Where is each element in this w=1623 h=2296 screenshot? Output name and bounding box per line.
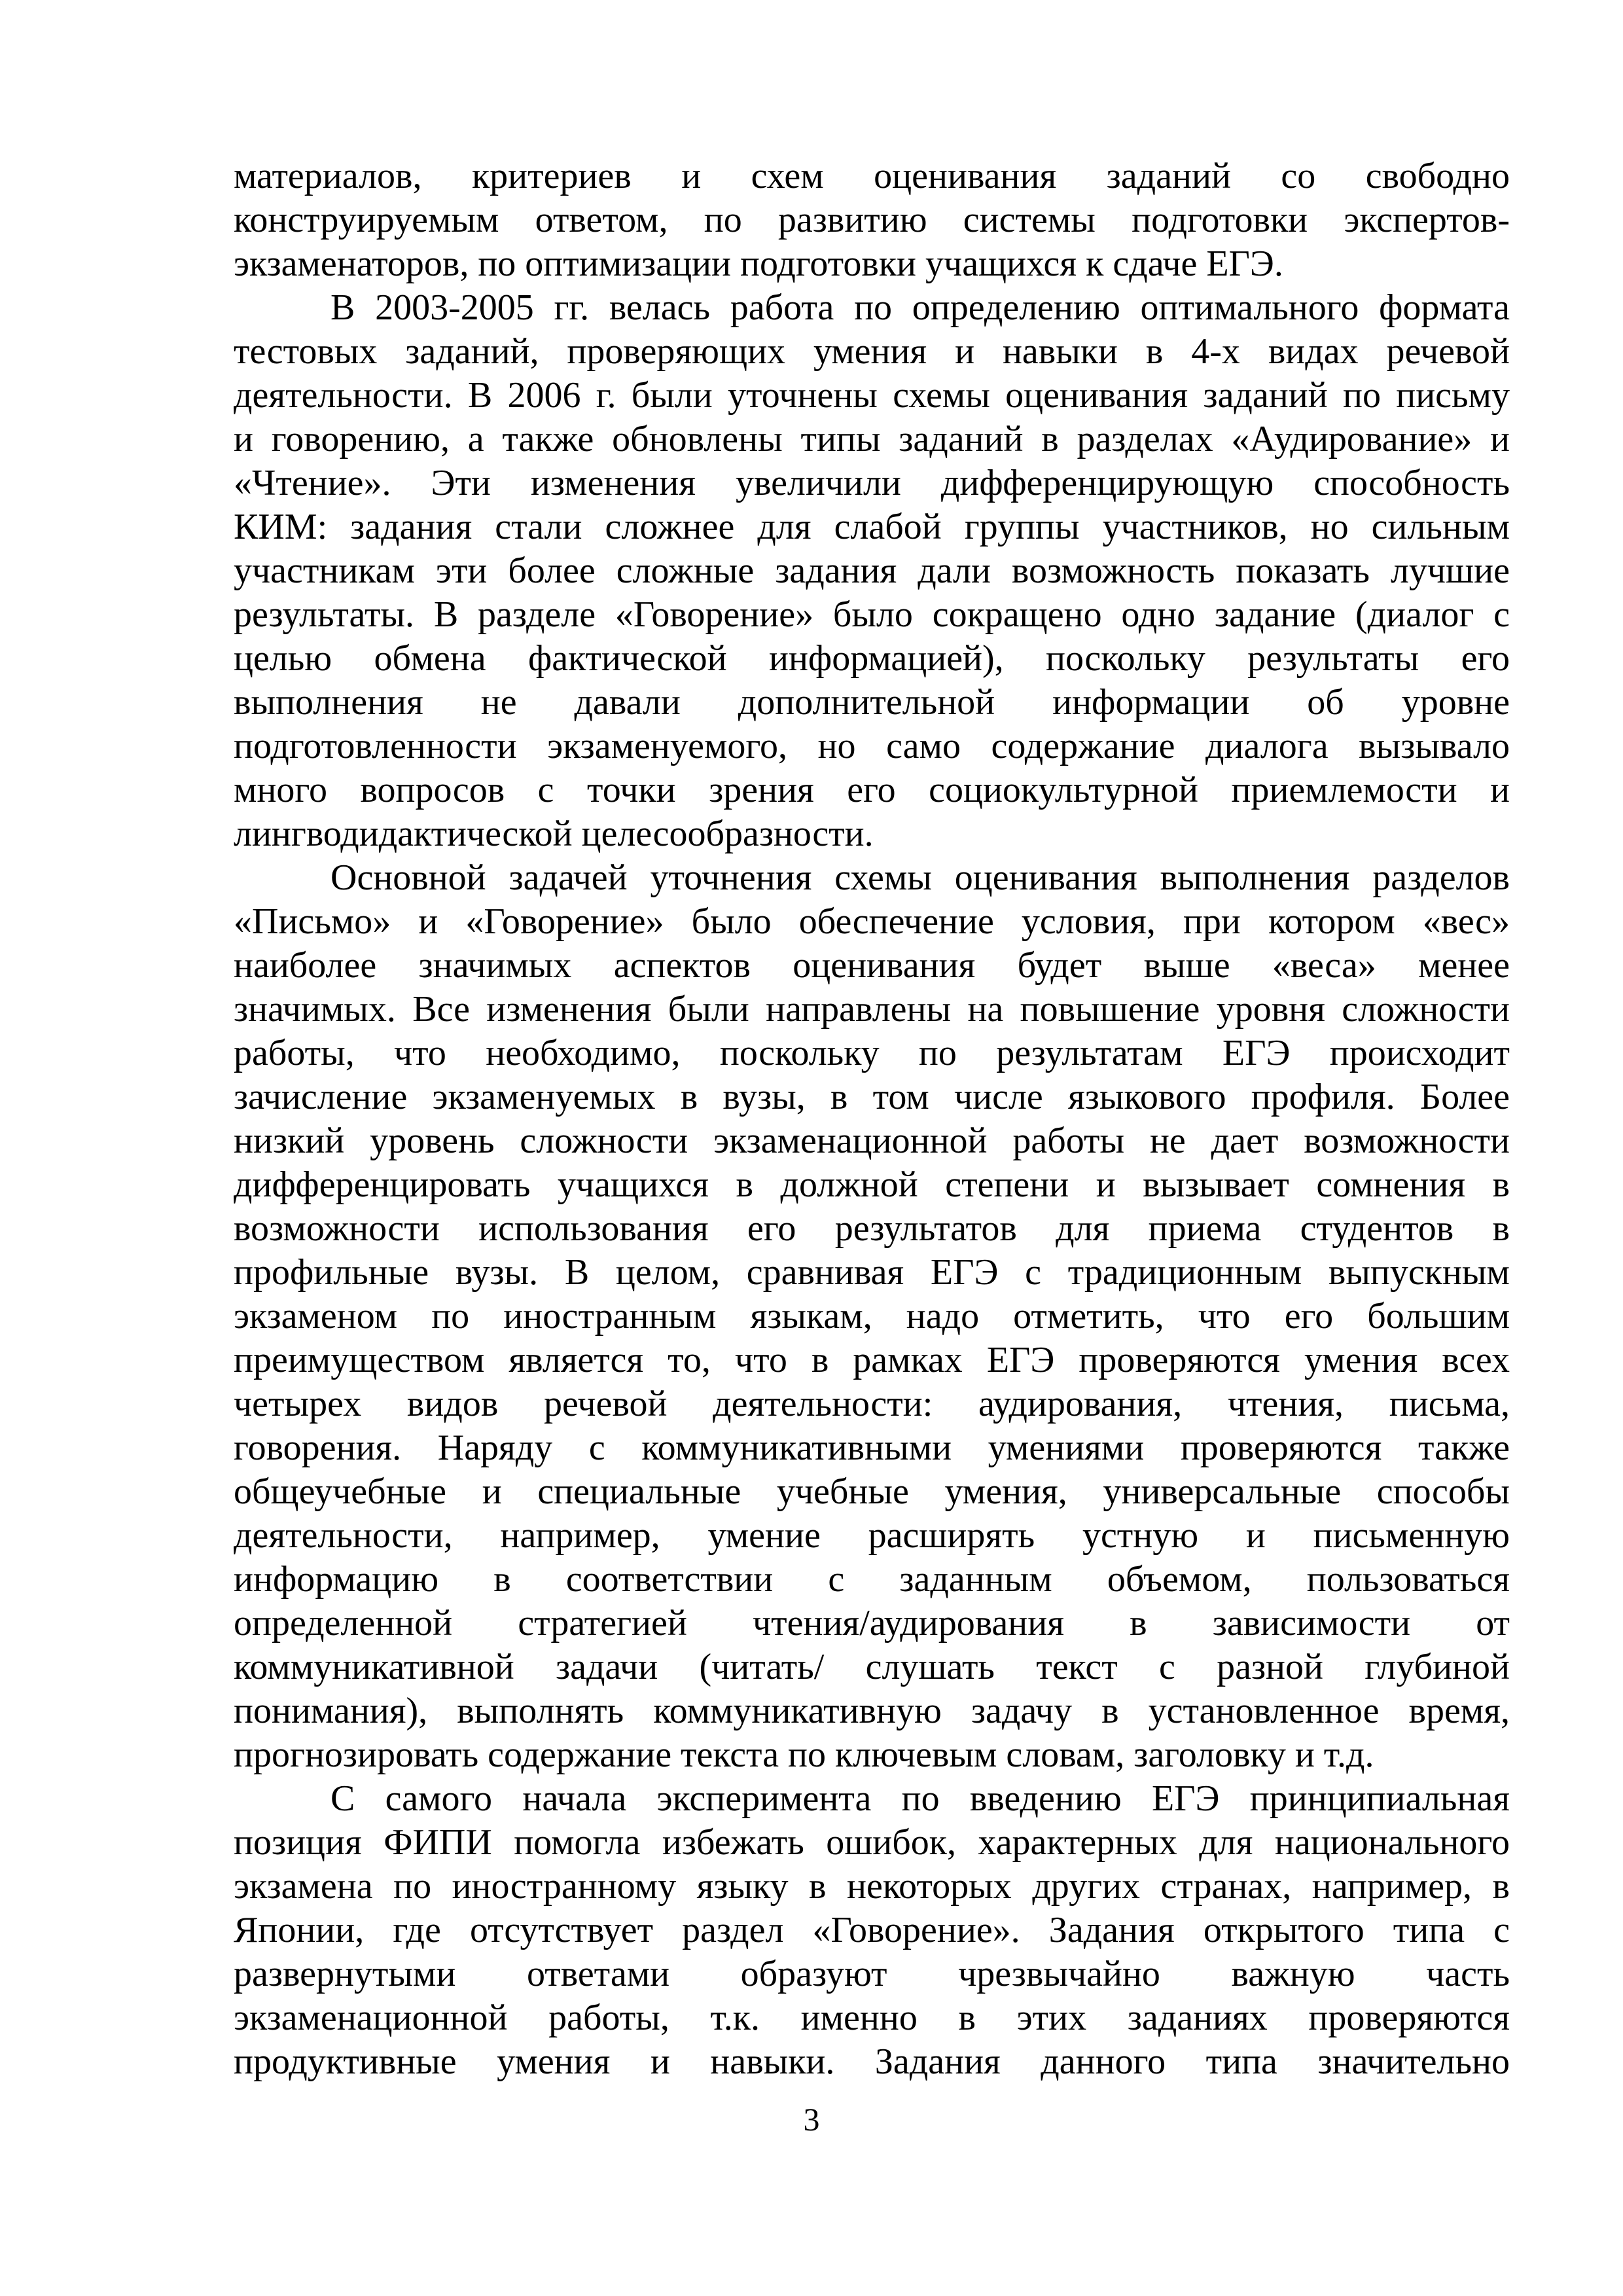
text-line: наиболее значимых аспектов оценивания будет выше «веса» менее [234,945,1510,986]
text-line: низкий уровень сложности экзаменационной работы не дает возможности [234,1121,1510,1161]
text-line: деятельности, например, умение расширять устную и письменную [234,1515,1510,1556]
text-line: В 2003-2005 гг. велась работа по определению оптимального формата [330,287,1510,328]
text-line: деятельности. В 2006 г. были уточнены схемы оценивания заданий по письму [234,375,1510,416]
text-line: экзамена по иностранному языку в некоторых других странах, например, в [234,1866,1510,1907]
text-line: позиция ФИПИ помогла избежать ошибок, характерных для национального [234,1822,1510,1863]
text-line: экзаменационной работы, т.к. именно в этих заданиях проверяются [234,1998,1510,2038]
text-line: коммуникативной задачи (читать/ слушать текст с разной глубиной [234,1647,1510,1687]
text-line: экзаменом по иностранным языкам, надо отметить, что его большим [234,1296,1510,1336]
text-line: материалов, критериев и схем оценивания заданий со свободно [234,156,1510,196]
text-line: возможности использования его результатов для приема студентов в [234,1208,1510,1249]
text-line: зачисление экзаменуемых в вузы, в том числе языкового профиля. Более [234,1077,1510,1117]
paragraph [234,1777,1510,2084]
text-line: преимуществом является то, что в рамках ЕГЭ проверяются умения всех [234,1340,1510,1380]
text-line: значимых. Все изменения были направлены на повышение уровня сложности [234,989,1510,1030]
text-line: и говорению, а также обновлены типы заданий в разделах «Аудирование» и [234,419,1510,459]
text-line: результаты. В разделе «Говорение» было сокращено одно задание (диалог с [234,594,1510,635]
text-line: целью обмена фактической информацией), поскольку результаты его [234,638,1510,679]
text-line: понимания), выполнять коммуникативную задачу в установленное время, [234,1691,1510,1731]
text-line: подготовленности экзаменуемого, но само содержание диалога вызывало [234,726,1510,766]
text-line: четырех видов речевой деятельности: аудирования, чтения, письма, [234,1384,1510,1424]
text-line: прогнозировать содержание текста по ключевым словам, заголовку и т.д. [234,1734,1374,1775]
page-number: 3 [803,2101,820,2138]
paragraph [234,154,1510,286]
text-line: С самого начала эксперимента по введению ЕГЭ принципиальная [330,1778,1510,1819]
text-line: Японии, где отсутствует раздел «Говорение». Задания открытого типа с [234,1910,1510,1950]
paragraph [234,856,1510,1777]
text-line: много вопросов с точки зрения его социокультурной приемлемости и [234,770,1510,810]
text-line: работы, что необходимо, поскольку по результатам ЕГЭ происходит [234,1033,1510,1073]
text-line: тестовых заданий, проверяющих умения и навыки в 4-х видах речевой [234,331,1510,372]
text-line: профильные вузы. В целом, сравнивая ЕГЭ с традиционным выпускным [234,1252,1510,1293]
text-line: участникам эти более сложные задания дали возможность показать лучшие [234,550,1510,591]
text-line: говорения. Наряду с коммуникативными умениями проверяются также [234,1427,1510,1468]
text-line: экзаменаторов, по оптимизации подготовки учащихся к сдаче ЕГЭ. [234,243,1283,284]
body-text [234,154,1510,2084]
text-line: информацию в соответствии с заданным объемом, пользоваться [234,1559,1510,1600]
text-line: «Письмо» и «Говорение» было обеспечение условия, при котором «вес» [234,901,1510,942]
text-line: развернутыми ответами образуют чрезвычайно важную часть [234,1954,1510,1994]
text-line: лингводидактической целесообразности. [234,814,874,854]
text-line: КИМ: задания стали сложнее для слабой группы участников, но сильным [234,507,1510,547]
text-line: продуктивные умения и навыки. Задания данного типа значительно [234,2041,1510,2082]
text-line: дифференцировать учащихся в должной степени и вызывает сомнения в [234,1164,1510,1205]
text-line: выполнения не давали дополнительной информации об уровне [234,682,1510,723]
paragraph [234,286,1510,856]
text-line: определенной стратегией чтения/аудирования в зависимости от [234,1603,1510,1643]
text-line: Основной задачей уточнения схемы оценивания выполнения разделов [330,857,1510,898]
text-line: конструируемым ответом, по развитию системы подготовки экспертов- [234,200,1510,240]
text-line: общеучебные и специальные учебные умения, универсальные способы [234,1471,1510,1512]
text-line: «Чтение». Эти изменения увеличили дифференцирующую способность [234,463,1510,503]
